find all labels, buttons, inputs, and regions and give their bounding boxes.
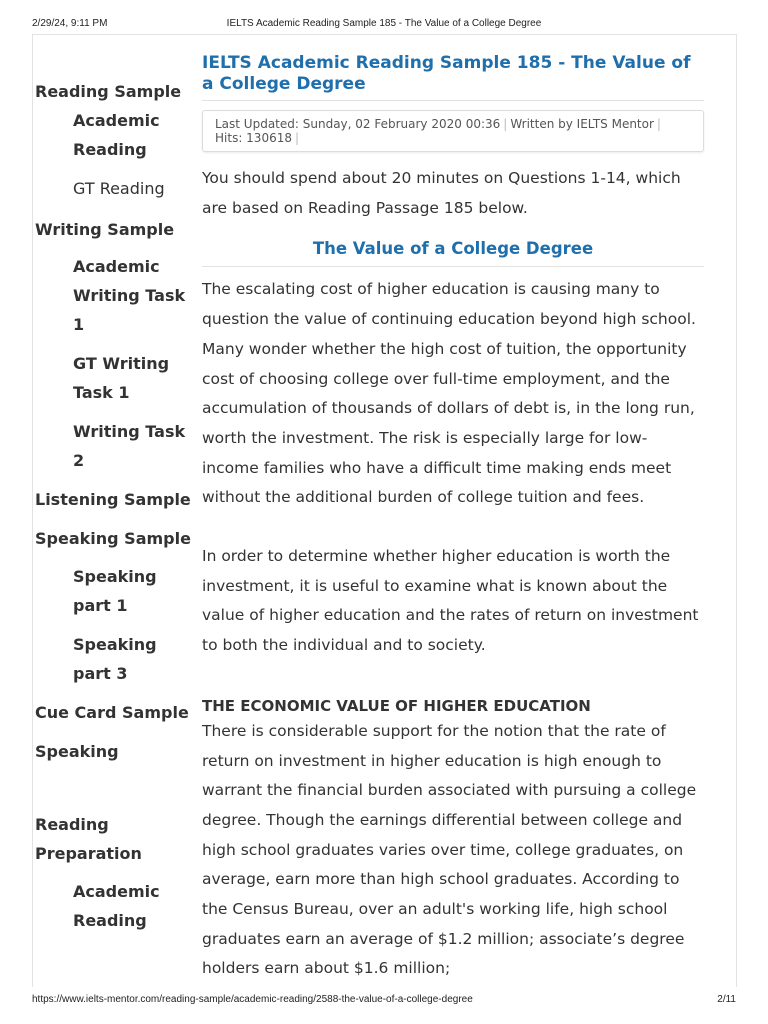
article-title: IELTS Academic Reading Sample 185 - The Value of a College Degree <box>202 53 704 101</box>
sidebar-item-writing-sample[interactable]: Writing Sample <box>35 220 175 239</box>
hits-count: Hits: 130618 <box>215 131 292 145</box>
print-url: https://www.ielts-mentor.com/reading-sample/academic-reading/2588-the-value-of-a-college-degree <box>32 994 473 1005</box>
sidebar-item-academic-reading-prep[interactable]: Academic Reading <box>73 882 160 930</box>
sidebar-nav <box>35 77 195 935</box>
sidebar-item-academic-writing-task-1[interactable]: Academic Writing Task 1 <box>73 257 186 334</box>
paragraph-2: In order to determine whether higher education is worth the investment, it is useful to examine what is known about the value of higher education and the rates of return on investment to both the individual and to society. <box>202 547 699 655</box>
last-updated: Last Updated: Sunday, 02 February 2020 00:36 <box>215 117 501 131</box>
section-heading: THE ECONOMIC VALUE OF HIGHER EDUCATION <box>202 696 591 715</box>
paragraph-3: There is considerable support for the notion that the rate of return on investment in higher education is high enough to warrant the financial burden associated with pursuing a college degree. Though the earnings differential between college and high school graduates varies over time, college graduates, on average, earn more than high school graduates. According to the Census Bureau, over an adult's working life, high school graduates earn an average of $1.2 million; associate’s degree holders earn about $1.6 million; <box>202 721 697 978</box>
print-page-number: 2/11 <box>717 994 736 1005</box>
sidebar-item-speaking[interactable]: Speaking <box>35 742 119 761</box>
print-doc-title: IELTS Academic Reading Sample 185 - The Value of a College Degree <box>226 18 542 29</box>
sidebar-item-speaking-part-3[interactable]: Speaking part 3 <box>73 635 157 683</box>
sidebar-item-gt-writing-task-1[interactable]: GT Writing Task 1 <box>73 354 170 402</box>
sidebar-item-writing-task-2[interactable]: Writing Task 2 <box>73 422 186 470</box>
sidebar-item-academic-reading[interactable]: Academic Reading <box>73 111 160 159</box>
page-frame <box>32 34 737 987</box>
sidebar-item-cue-card-sample[interactable]: Cue Card Sample <box>35 703 189 722</box>
article-meta: Last Updated: Sunday, 02 February 2020 00:36 | Written by IELTS Mentor | Hits: 130618 | <box>202 110 704 152</box>
sidebar-item-speaking-sample[interactable]: Speaking Sample <box>35 529 191 548</box>
sidebar-item-gt-reading[interactable]: GT Reading <box>73 179 165 198</box>
print-footer <box>32 994 736 1008</box>
print-header <box>32 18 736 32</box>
instructions: You should spend about 20 minutes on Questions 1-14, which are based on Reading Passage 185 below. <box>202 169 681 217</box>
sidebar-item-speaking-part-1[interactable]: Speaking part 1 <box>73 567 157 615</box>
author: Written by IELTS Mentor <box>510 117 654 131</box>
article <box>202 53 704 984</box>
passage-title: The Value of a College Degree <box>202 239 704 267</box>
sidebar-item-reading-sample[interactable]: Reading Sample <box>35 82 182 101</box>
sidebar-item-reading-preparation[interactable]: Reading Preparation <box>35 815 142 863</box>
sidebar-item-listening-sample[interactable]: Listening Sample <box>35 490 191 509</box>
print-datetime: 2/29/24, 9:11 PM <box>32 18 108 29</box>
paragraph-1: The escalating cost of higher education is causing many to question the value of continuing education beyond high school. Many wonder whether the high cost of tuition, the opportunity cost of choosing college over full-time employment, and the accumulation of thousands of dollars of debt is, in the long run, worth the investment. The risk is especially large for low- income families who have a difficult time making ends meet without the additional burden of college tuition and fees. <box>202 280 696 507</box>
